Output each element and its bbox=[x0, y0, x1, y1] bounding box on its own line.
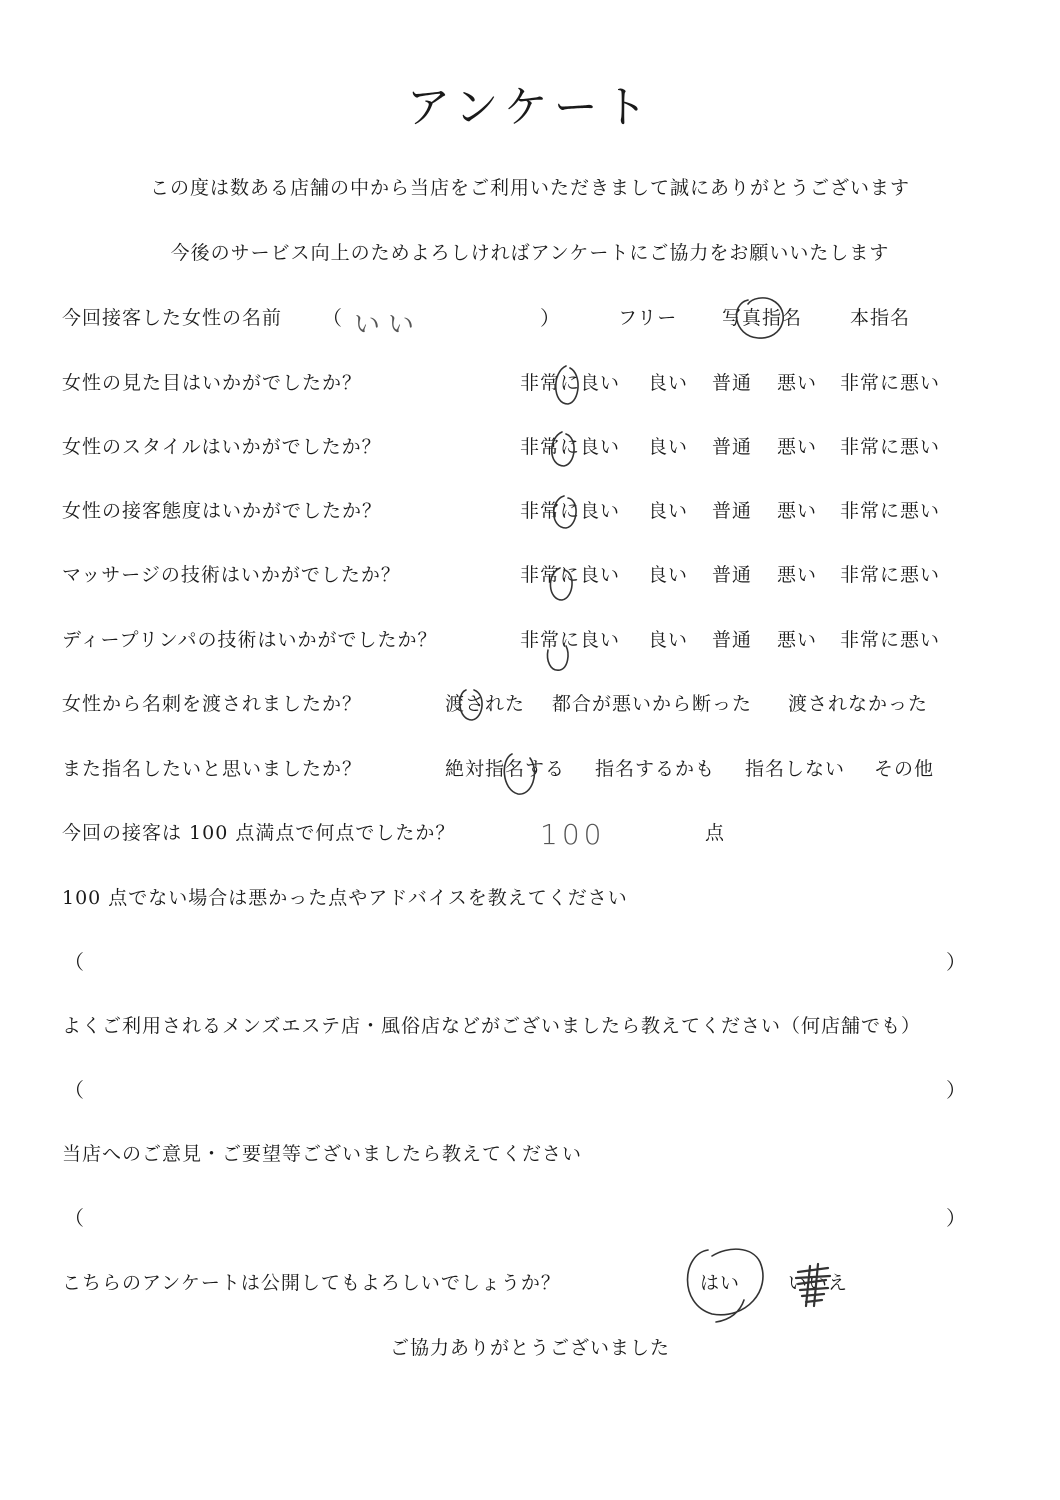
intro-line-1: この度は数ある店舗の中から当店をご利用いただきまして誠にありがとうございます bbox=[149, 177, 910, 199]
score-question: 今回の接客は 100 点満点で何点でしたか？ bbox=[62, 822, 456, 844]
rating-bad[interactable]: 悪い bbox=[777, 564, 818, 586]
option-no[interactable]: 指名しない bbox=[745, 758, 846, 780]
rating-very-bad[interactable]: 非常に悪い bbox=[840, 500, 941, 522]
rating-average[interactable]: 普通 bbox=[712, 436, 753, 458]
rating-very-bad[interactable]: 非常に悪い bbox=[840, 629, 941, 651]
rating-good[interactable]: 良い bbox=[648, 564, 689, 586]
option-regular-nomination[interactable]: 本指名 bbox=[850, 307, 911, 329]
rating-average[interactable]: 普通 bbox=[712, 372, 753, 394]
handwritten-score: 100 bbox=[540, 818, 606, 851]
rating-bad[interactable]: 悪い bbox=[777, 500, 818, 522]
advice-question: 100 点でない場合は悪かった点やアドバイスを教えてください bbox=[62, 887, 628, 909]
handwritten-name: いい bbox=[354, 310, 423, 340]
publish-question: こちらのアンケートは公開してもよろしいでしょうか？ bbox=[62, 1272, 561, 1294]
advice-open-paren: （ bbox=[64, 950, 84, 974]
rating-average[interactable]: 普通 bbox=[712, 629, 753, 651]
name-question: 今回接客した女性の名前 bbox=[62, 307, 283, 329]
rating-very-good[interactable]: 非常に良い bbox=[520, 436, 621, 458]
rating-question: 女性のスタイルはいかがでしたか？ bbox=[62, 436, 382, 458]
rating-good[interactable]: 良い bbox=[648, 500, 689, 522]
business-card-question: 女性から名刺を渡されましたか？ bbox=[62, 693, 363, 715]
requests-close-paren: ） bbox=[946, 1206, 966, 1230]
advice-close-paren: ） bbox=[946, 950, 966, 974]
option-photo-nomination[interactable]: 写真指名 bbox=[722, 307, 803, 329]
other-shops-question: よくご利用されるメンズエステ店・風俗店などがございましたら教えてください（何店舗でも） bbox=[62, 1015, 922, 1037]
intro-line-2: 今後のサービス向上のためよろしければアンケートにご協力をお願いいたします bbox=[170, 242, 890, 264]
rating-very-good[interactable]: 非常に良い bbox=[520, 564, 621, 586]
rating-bad[interactable]: 悪い bbox=[777, 436, 818, 458]
rating-very-bad[interactable]: 非常に悪い bbox=[840, 564, 941, 586]
rating-bad[interactable]: 悪い bbox=[777, 372, 818, 394]
rating-very-good[interactable]: 非常に良い bbox=[520, 500, 621, 522]
option-maybe[interactable]: 指名するかも bbox=[595, 758, 716, 780]
requests-question: 当店へのご意見・ご要望等ございましたら教えてください bbox=[62, 1143, 583, 1165]
rating-good[interactable]: 良い bbox=[648, 372, 689, 394]
name-close-paren: ） bbox=[540, 306, 560, 330]
rating-question: 女性の見た目はいかがでしたか？ bbox=[62, 372, 363, 394]
score-unit: 点 bbox=[705, 822, 726, 844]
other-shops-open-paren: （ bbox=[64, 1078, 84, 1102]
rating-bad[interactable]: 悪い bbox=[777, 629, 818, 651]
rebook-question: また指名したいと思いましたか？ bbox=[62, 758, 363, 780]
option-definitely[interactable]: 絶対指名する bbox=[445, 758, 566, 780]
rating-very-bad[interactable]: 非常に悪い bbox=[840, 372, 941, 394]
rating-average[interactable]: 普通 bbox=[712, 564, 753, 586]
option-not-received[interactable]: 渡されなかった bbox=[788, 693, 929, 715]
rating-very-bad[interactable]: 非常に悪い bbox=[840, 436, 941, 458]
rating-good[interactable]: 良い bbox=[648, 629, 689, 651]
option-no-publish[interactable]: いいえ bbox=[788, 1272, 849, 1294]
name-open-paren: （ bbox=[322, 306, 342, 330]
rating-question: 女性の接客態度はいかがでしたか？ bbox=[62, 500, 383, 522]
rating-good[interactable]: 良い bbox=[648, 436, 689, 458]
rating-average[interactable]: 普通 bbox=[712, 500, 753, 522]
closing-message: ご協力ありがとうございました bbox=[389, 1337, 670, 1359]
rating-question: ディープリンパの技術はいかがでしたか？ bbox=[62, 629, 438, 651]
rating-question: マッサージの技術はいかがでしたか？ bbox=[62, 564, 401, 586]
option-yes[interactable]: はい bbox=[700, 1272, 741, 1294]
rating-very-good[interactable]: 非常に良い bbox=[520, 372, 621, 394]
other-shops-close-paren: ） bbox=[946, 1078, 966, 1102]
option-declined[interactable]: 都合が悪いから断った bbox=[552, 693, 753, 715]
requests-open-paren: （ bbox=[64, 1206, 84, 1230]
option-free[interactable]: フリー bbox=[618, 307, 678, 329]
rating-very-good[interactable]: 非常に良い bbox=[520, 629, 621, 651]
option-other[interactable]: その他 bbox=[874, 758, 935, 780]
option-received[interactable]: 渡された bbox=[445, 693, 526, 715]
page-title: アンケート bbox=[406, 82, 654, 133]
